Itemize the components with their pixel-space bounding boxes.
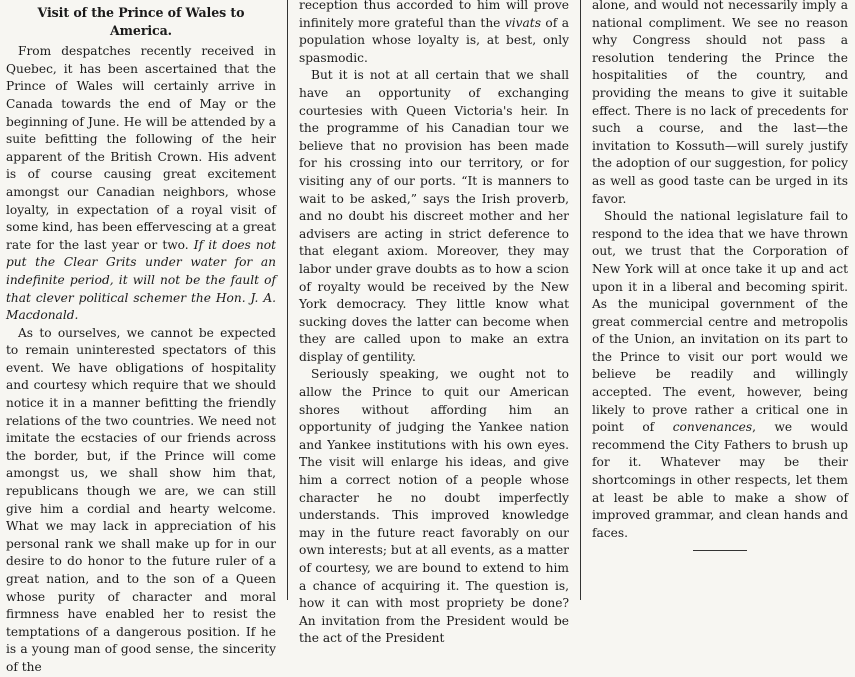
paragraph-2-continued [299, 0, 569, 67]
paragraph-4: Seriously speaking, we ought not to allow the Prince to quit our American shores without affording him an opportunity of judging the Yankee nation and Yankee institutions with his own eyes. The visit will enlarge his ideas, and give him a correct notion of a people whose character he no doubt imperfectly understands. This improved knowledge may in the future react favorably on our own interests; but at all events, as a matter of courtesy, we are bound to extend to him a chance of acquiring it. The question is, how it can with most propriety be done? An invitation from the President would be the act of the President [299, 367, 569, 646]
paragraph-2-continued-text: reception thus accorded to him will prove infinitely more grateful than the [299, 0, 569, 30]
paragraph-2: As to ourselves, we cannot be expected to remain uninterested spectators of this event. We have obligations of hospitality and courtesy which require that we should notice it in a manner befitting the friendly relations of the two countries. We need not imitate the ecstacies of our friends across the border, but, if the Prince will come amongst us, we shall show him that, republicans though we are, we can still give him a cordial and hearty welcome. What we may lack in appreciation of his personal rank we shall make up for in our desire to do honor to the future ruler of a great nation, and to the son of a Queen whose purity of character and moral firmness have enabled her to resist the temptations of a dangerous position. If he is a young man of good sense, the sincerity of the [6, 325, 276, 674]
paragraph-2-continued-end: of a population whose loyalty is, at best, only spasmodic. [299, 15, 569, 65]
column-1 [6, 4, 276, 677]
paragraph-1-text: From despatches recently received in Quebec, it has been ascertained that the Prince of Wales will certainly arrive in Canada towards the end of May or the beginning of June. He will be attended by a suite befitting the following of the heir apparent of the British Crown. His advent is of course causing great excitement amongst our Canadian neighbors, whose loyalty, in expectation of a royal visit of some kind, has been effervescing at a great rate for the last year or two. [6, 44, 276, 252]
paragraph-5 [592, 208, 848, 542]
paragraph-1 [6, 43, 276, 325]
column-divider-1 [287, 0, 288, 600]
convenances-italic: convenances [672, 420, 753, 435]
paragraph-3: But it is not at all certain that we shall have an opportunity of exchanging courtesies with Queen Victoria's heir. In the programme of his Canadian tour we believe that no provision has been made for his crossing into our territory, or for visiting any of our ports. “It is manners to wait to be asked,” says the Irish proverb, and no doubt his discreet mother and her advisers are acting in strict deference to that elegant axiom. Moreover, they may labor under grave doubts as to how a scion of royalty would be received by the New York democracy. They little know what sucking doves the latter can become when they are called upon to make an extra display of gentility. [299, 68, 569, 364]
column-divider-2 [580, 0, 581, 600]
article-end-rule [693, 550, 747, 551]
column-2 [299, 0, 569, 648]
paragraph-4-continued: alone, and would not necessarily imply a national compliment. We see no reason why Congress should not pass a resolution tendering the Prince the hospitalities of the country, and providing the means to give it suitable effect. There is no lack of precedents for such a course, and the last—the invitation to Kossuth—will surely justify the adoption of our suggestion, for policy as well as good taste can be urged in its favor. [592, 0, 848, 206]
column-3 [592, 0, 848, 551]
paragraph-5-end: , we would recommend the City Fathers to brush up for it. Whatever may be their shortcomings in other respects, let them at least be able to make a show of improved grammar, and clean hands and faces. [592, 420, 848, 540]
article-headline: Visit of the Prince of Wales to America. [37, 5, 245, 38]
vivats-italic: vivats [504, 15, 541, 30]
paragraph-1-italic: If it does not put the Clear Grits under water for an indefinite period, it will not be the fault of that clever political schemer the Hon. J. A. Macdonald. [6, 237, 277, 323]
paragraph-5-text: Should the national legislature fail to respond to the idea that we have thrown out, we trust that the Corporation of New York will at once take it up and act upon it in a liberal and becoming spirit. As the municipal government of the great commercial centre and metropolis of the Union, an invitation on its part to the Prince to visit our port would we believe be readily and willingly accepted. The event, however, being likely to prove rather a critical one in point of [592, 209, 848, 435]
